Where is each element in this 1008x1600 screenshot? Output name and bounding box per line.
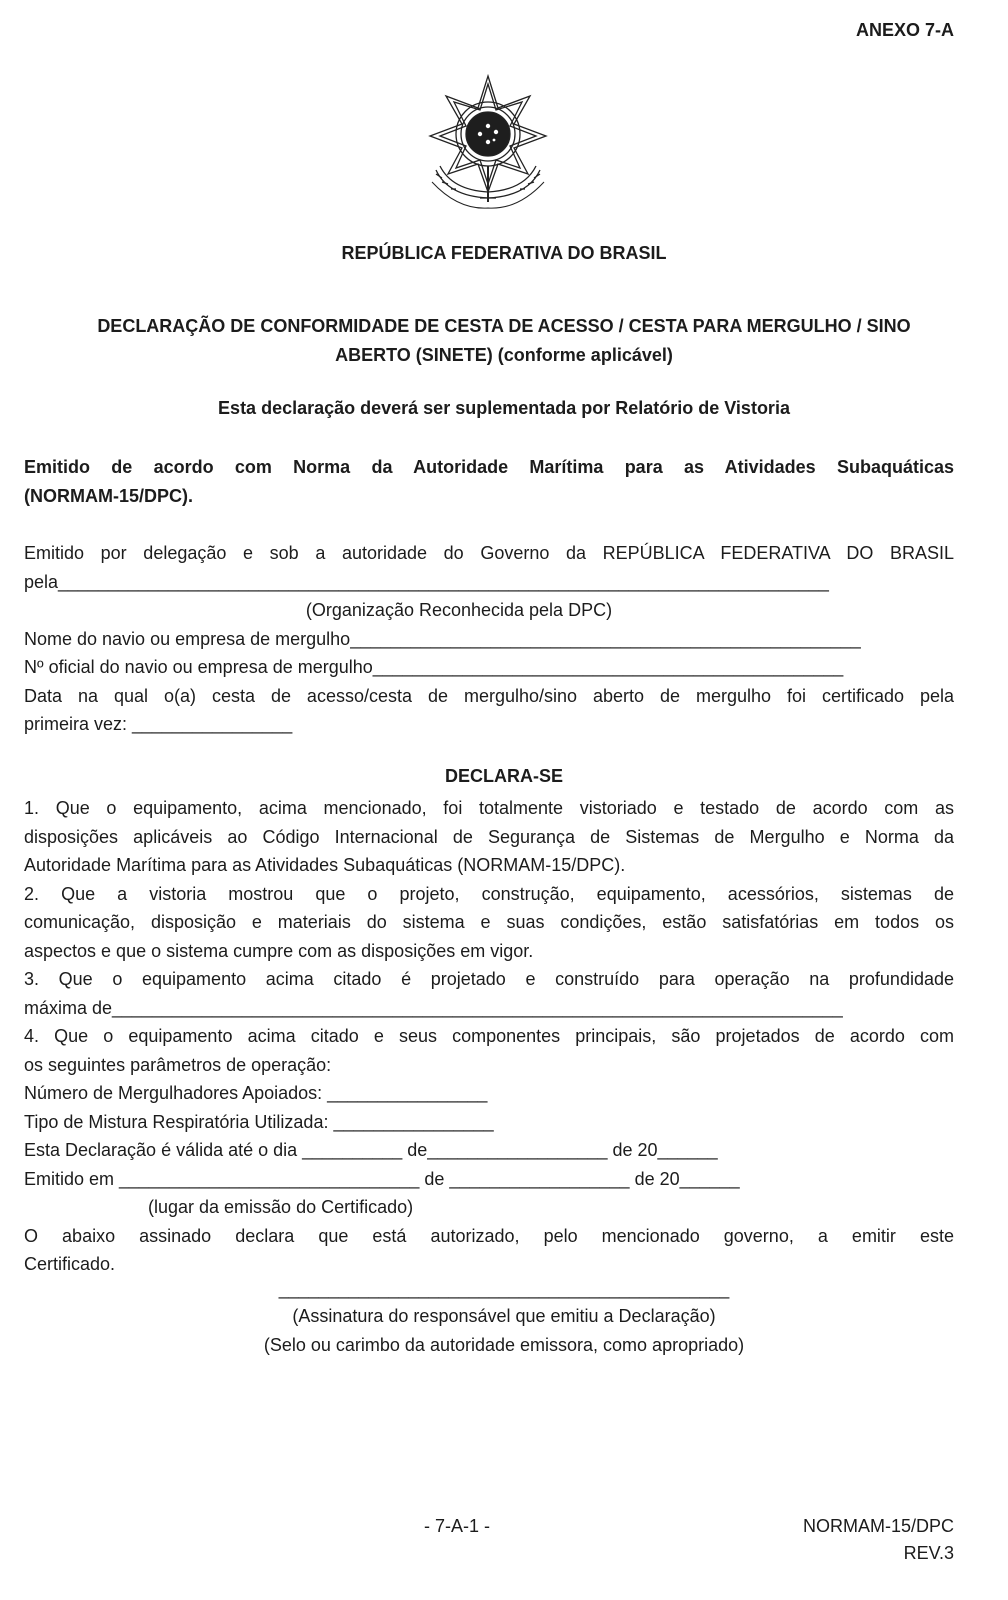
issued-norm-line-2: (NORMAM-15/DPC). — [24, 485, 193, 506]
footer-norm: NORMAM-15/DPC — [802, 1516, 954, 1536]
delegation-line-2: pela_____________________________________________________________________________ — [24, 571, 829, 592]
declaration-title — [24, 312, 984, 370]
ship-name-field: Nome do navio ou empresa de mergulho___________________________________________________ — [24, 628, 861, 649]
signature-line: _____________________________________________ — [278, 1279, 730, 1299]
delegation-line-1: Emitido por delegação e sob a autoridade do Governo da REPÚBLICA FEDERATIVA DO BRASIL — [24, 543, 954, 563]
item-4-line-2: os seguintes parâmetros de operação: — [24, 1054, 332, 1075]
annex-label: ANEXO 7-A — [855, 20, 954, 40]
item-1-line-1: 1. Que o equipamento, acima mencionado, foi totalmente vistoriado e testado de acordo com as — [24, 798, 954, 818]
declaration-items — [24, 794, 954, 1279]
issued-at-field: Emitido em ______________________________ de __________________ de 20______ — [24, 1168, 740, 1189]
brazil-coat-of-arms-emblem — [418, 70, 558, 210]
signature-caption: (Assinatura do responsável que emitiu a Declaração) — [292, 1306, 716, 1326]
valid-until-field: Esta Declaração é válida até o dia __________ de__________________ de 20______ — [24, 1140, 718, 1160]
issued-at-caption: (lugar da emissão do Certificado) — [148, 1197, 414, 1217]
authorized-line-2: Certificado. — [24, 1254, 116, 1274]
delegation-caption: (Organização Reconhecida pela DPC) — [305, 600, 613, 620]
divers-field: Número de Mergulhadores Apoiados: ________________ — [24, 1083, 488, 1103]
item-3-line-1: 3. Que o equipamento acima citado é projetado e construído para operação na profundidade — [24, 969, 954, 989]
issued-norm-line-1: Emitido de acordo com Norma da Autoridade Marítima para as Atividades Subaquáticas — [24, 457, 954, 477]
republic-heading: REPÚBLICA FEDERATIVA DO BRASIL — [341, 243, 667, 263]
seal-caption: (Selo ou carimbo da autoridade emissora, como apropriado) — [263, 1335, 745, 1355]
footer-rev: REV.3 — [903, 1543, 954, 1563]
issued-norm-paragraph — [24, 453, 954, 510]
item-4-line-1: 4. Que o equipamento acima citado e seus componentes principais, são projetados de acordo com — [24, 1026, 954, 1046]
mixture-field: Tipo de Mistura Respiratória Utilizada: ________________ — [24, 1111, 494, 1132]
item-1-line-3: Autoridade Marítima para as Atividades Subaquáticas (NORMAM-15/DPC). — [24, 855, 626, 875]
title-line-1: DECLARAÇÃO DE CONFORMIDADE DE CESTA DE ACESSO / CESTA PARA MERGULHO / SINO — [97, 316, 911, 336]
cert-date-line-1: Data na qual o(a) cesta de acesso/cesta de mergulho/sino aberto de mergulho foi certificado pela — [24, 685, 954, 706]
item-1-line-2: disposições aplicáveis ao Código Internacional de Segurança de Sistemas de Mergulho e Norma da — [24, 826, 954, 847]
declara-heading: DECLARA-SE — [444, 766, 563, 786]
item-2-line-3: aspectos e que o sistema cumpre com as disposições em vigor. — [24, 940, 534, 961]
title-line-2: ABERTO (SINETE) (conforme aplicável) — [335, 345, 673, 365]
item-3-line-2: máxima de_________________________________________________________________________ — [24, 997, 843, 1018]
item-2-line-2: comunicação, disposição e materiais do sistema e suas condições, estão satisfatórias em todos os — [24, 912, 954, 932]
delegation-block — [24, 539, 954, 739]
ship-number-field: Nº oficial do navio ou empresa de mergulho_______________________________________________ — [24, 657, 844, 677]
page-number: - 7-A-1 - — [424, 1516, 491, 1536]
supplement-note: Esta declaração deverá ser suplementada por Relatório de Vistoria — [218, 398, 790, 418]
authorized-line-1: O abaixo assinado declara que está autorizado, pelo mencionado governo, a emitir este — [24, 1225, 954, 1246]
cert-date-line-2: primeira vez: ________________ — [24, 714, 293, 734]
item-2-line-1: 2. Que a vistoria mostrou que o projeto, construção, equipamento, acessórios, sistemas de — [24, 883, 954, 904]
